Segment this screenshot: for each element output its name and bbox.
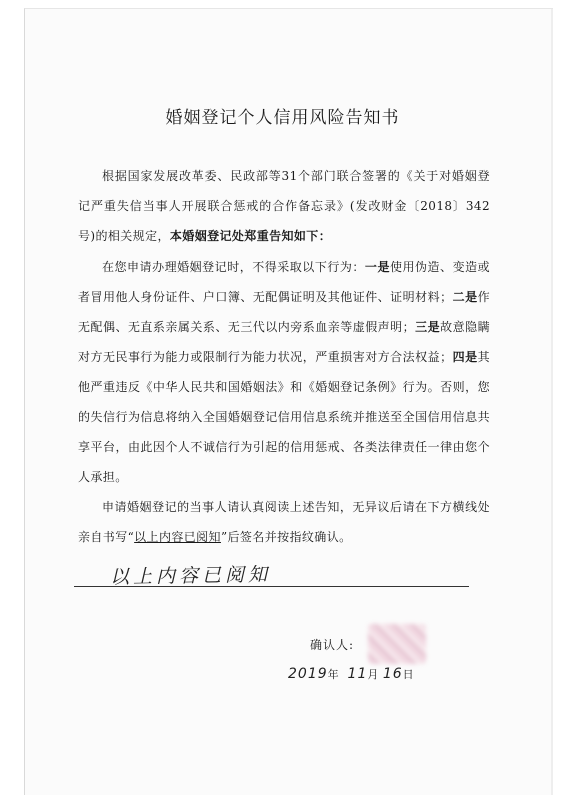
instructions-text-b: ”后签名并按指纹确认。 xyxy=(220,530,352,544)
required-phrase: 以上内容已阅知 xyxy=(134,530,221,544)
notice-heading-text: 本婚姻登记处郑重告知如下： xyxy=(169,229,332,243)
date-year-unit: 年 xyxy=(327,668,339,681)
item-two-marker: 二是 xyxy=(452,290,478,304)
paragraph-legal-basis xyxy=(78,161,490,251)
confirm-person-label: 确认人: xyxy=(310,638,355,652)
paragraph-instructions xyxy=(78,492,490,552)
instructions-text-a: 申请婚姻登记的当事人请认真阅读上述告知，无异议后请在下方横线处亲自书写“ xyxy=(78,500,490,544)
redacted-signature xyxy=(368,624,426,664)
item-four-text: 其他严重违反《中华人民共和国婚姻法》和《婚姻登记条例》行为。否则，您的失信行为信息将纳入全国婚姻登记信用信息系统并推送至全国信用信息共享平台，由此因个人不诚信行为引起的信用惩戒、各类法律责任一律由您个人承担。 xyxy=(78,350,490,484)
date-day: 16 xyxy=(382,666,403,682)
prohibited-intro: 在您申请办理婚姻登记时，不得采取以下行为： xyxy=(102,260,365,274)
handwritten-acknowledgement: 以上内容已阅知 xyxy=(109,563,272,589)
date-month: 11 xyxy=(347,666,368,682)
item-two-text: 作无配偶、无直系亲属关系、无三代以内旁系血亲等虚假声明； xyxy=(78,290,490,334)
signature-line xyxy=(74,586,469,587)
item-one-marker: 一是 xyxy=(364,260,390,274)
item-four-marker: 四是 xyxy=(452,350,478,364)
date-day-unit: 日 xyxy=(402,668,414,681)
item-three-marker: 三是 xyxy=(415,320,441,334)
item-one-text: 使用伪造、变造或者冒用他人身份证件、户口簿、无配偶证明及其他证件、证明材料； xyxy=(78,260,491,304)
paragraph-prohibited-acts xyxy=(78,252,490,492)
date-year: 2019 xyxy=(288,666,328,682)
paragraph-legal-basis-text: 根据国家发展改革委、民政部等31个部门联合签署的《关于对婚姻登记严重失信当事人开展联合惩戒的合作备忘录》(发改财金〔2018〕342号)的相关规定， xyxy=(78,169,490,243)
document-title: 婚姻登记个人信用风险告知书 xyxy=(165,108,400,128)
item-three-text: 故意隐瞒对方无民事行为能力或限制行为能力状况，严重损害对方合法权益； xyxy=(78,320,490,364)
signature-date xyxy=(288,666,414,682)
date-month-unit: 月 xyxy=(367,668,379,681)
